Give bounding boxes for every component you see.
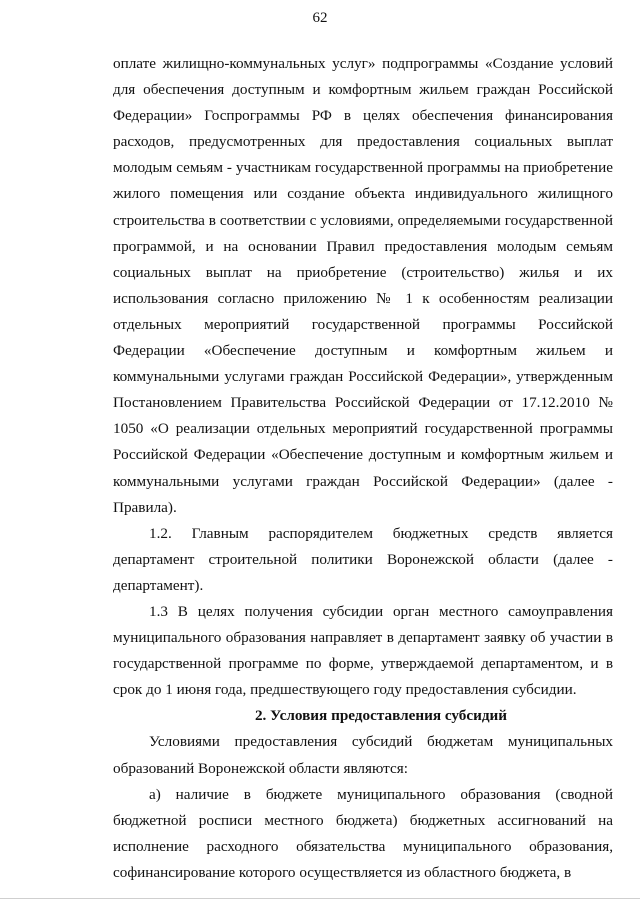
paragraph-1-3: 1.3 В целях получения субсидии орган местного самоуправления муниципального образования направляет в департамент заявку об участии в государственной программе по форме, утверждаемой департаментом, и в срок до 1 июня года, предшествующего году предоставления субсидии. [113, 602, 613, 699]
bottom-edge-line [0, 898, 640, 899]
paragraph-condition-a: а) наличие в бюджете муниципального образования (сводной бюджетной росписи местного бюджета) бюджетных ассигнований на исполнение расходного обязательства муниципального образования, софинансирование которого осуществляется из областного бюджета, в [113, 785, 613, 881]
document-body [113, 51, 613, 886]
paragraph-1-2: 1.2. Главным распорядителем бюджетных средств является департамент строительной политики Воронежской области (далее - департамент). [113, 524, 613, 594]
section-heading: 2. Условия предоставления субсидий [254, 707, 508, 725]
page-number: 62 [312, 10, 328, 26]
paragraph-conditions-intro: Условиями предоставления субсидий бюджетам муниципальных образований Воронежской области являются: [113, 733, 613, 777]
paragraph-continuation: оплате жилищно-коммунальных услуг» подпрограммы «Создание условий для обеспечения доступным и комфортным жильем граждан Российской Федерации» Госпрограммы РФ в целях обеспечения финансирования расходов, предусмотренных для предоставления социальных выплат молодым семьям - участникам государственной программы на приобретение жилого помещения или создание объекта индивидуального жилищного строительства в соответствии с условиями, определяемыми государственной программой, и на основании Правил предоставления молодым семьям социальных выплат на приобретение (строительство) жилья и их использования согласно приложению № 1 к особенностям реализации отдельных мероприятий государственной программы Российской Федерации «Обеспечение доступным и комфортным жильем и коммунальными услугами граждан Российской Федерации», утвержденным Постановлением Правительства Российской Федерации от 17.12.2010 № 1050 «О реализации отдельных мероприятий государственной программы Российской Федерации «Обеспечение доступным и комфортным жильем и коммунальными услугами граждан Российской Федерации» (далее - Правила). [113, 55, 613, 516]
